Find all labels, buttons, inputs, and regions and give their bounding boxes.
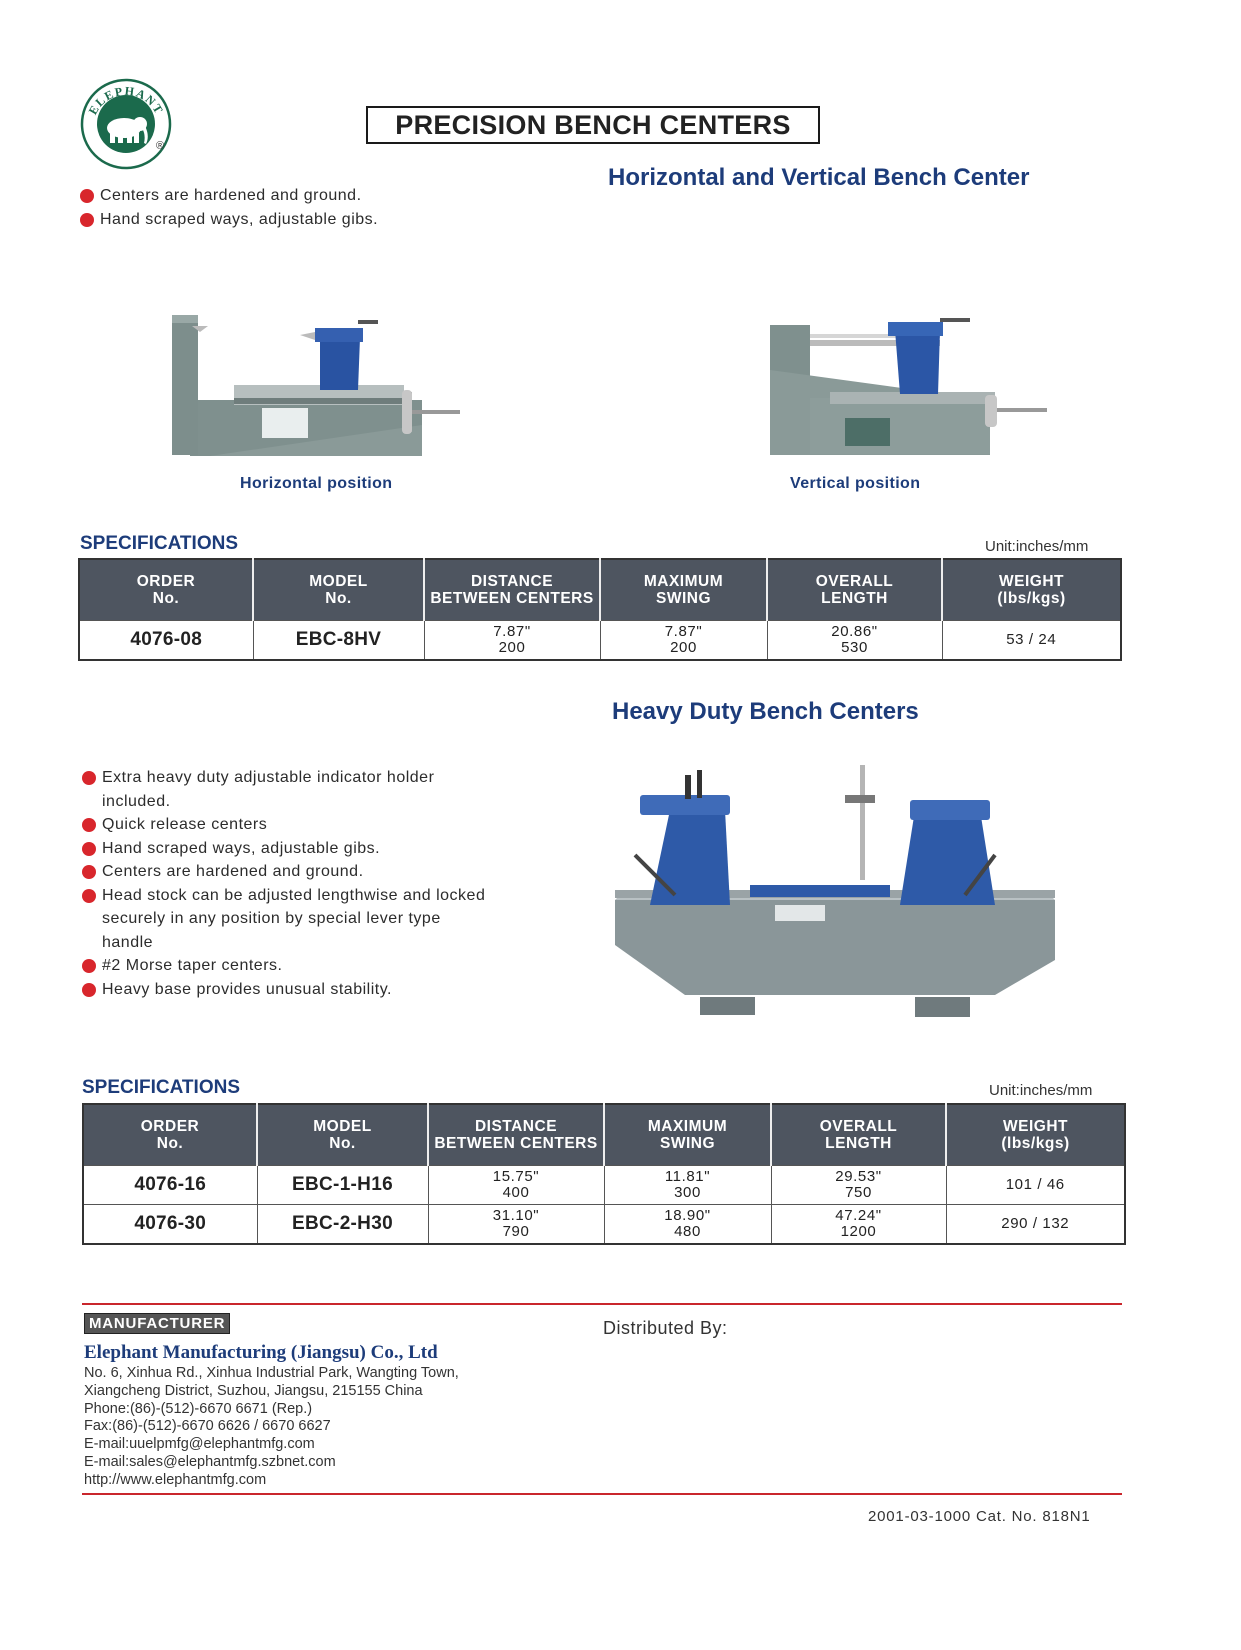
hv-specs-title: SPECIFICATIONS xyxy=(80,533,238,554)
footer-bottom-rule xyxy=(82,1493,1122,1495)
list-item: Quick release centers xyxy=(82,813,492,837)
distance: 15.75" 400 xyxy=(428,1166,604,1205)
weight: 53 / 24 xyxy=(942,621,1121,661)
list-item: Hand scraped ways, adjustable gibs. xyxy=(82,837,492,861)
swing: 18.90" 480 xyxy=(604,1205,771,1245)
list-item: Centers are hardened and ground. xyxy=(82,860,492,884)
fax-line: Fax:(86)-(512)-6670 6626 / 6670 6627 xyxy=(84,1418,331,1435)
list-item: #2 Morse taper centers. xyxy=(82,954,492,978)
email-line: E-mail:sales@elephantmfg.szbnet.com xyxy=(84,1453,336,1470)
table-row xyxy=(83,1166,1125,1205)
caption-vertical: Vertical position xyxy=(790,475,921,492)
col-order: ORDER No. xyxy=(83,1104,257,1166)
manufacturer-label: MANUFACTURER xyxy=(84,1313,230,1334)
phone-line: Phone:(86)-(512)-6670 6671 (Rep.) xyxy=(84,1400,313,1417)
hd-section-title: Heavy Duty Bench Centers xyxy=(612,698,919,725)
weight: 101 / 46 xyxy=(946,1166,1125,1205)
registered-mark: ® xyxy=(156,140,165,152)
table-header-row xyxy=(79,559,1121,621)
vertical-bench-center-image xyxy=(770,300,1080,470)
hd-spec-table xyxy=(82,1103,1126,1245)
swing: 11.81" 300 xyxy=(604,1166,771,1205)
model-no: EBC-2-H30 xyxy=(257,1205,428,1245)
company-name: Elephant Manufacturing (Jiangsu) Co., Ltd xyxy=(84,1342,438,1363)
col-weight: WEIGHT (lbs/kgs) xyxy=(942,559,1121,621)
hv-feature-list xyxy=(80,184,520,231)
page-title: PRECISION BENCH CENTERS xyxy=(366,106,820,144)
col-swing: MAXIMUM SWING xyxy=(604,1104,771,1166)
length: 29.53" 750 xyxy=(771,1166,946,1205)
hd-specs-title: SPECIFICATIONS xyxy=(82,1077,240,1098)
col-weight: WEIGHT (lbs/kgs) xyxy=(946,1104,1125,1166)
company-address xyxy=(84,1365,459,1490)
hv-section-title: Horizontal and Vertical Bench Center xyxy=(608,164,1030,191)
list-item: Centers are hardened and ground. xyxy=(80,184,520,208)
table-row xyxy=(83,1205,1125,1245)
address-line: No. 6, Xinhua Rd., Xinhua Industrial Park, Wangting Town, xyxy=(84,1365,459,1381)
order-no: 4076-16 xyxy=(83,1166,257,1205)
hd-feature-list xyxy=(82,766,492,1001)
weight: 290 / 132 xyxy=(946,1205,1125,1245)
col-length: OVERALL LENGTH xyxy=(771,1104,946,1166)
col-order: ORDER No. xyxy=(79,559,253,621)
distributed-by-label: Distributed By: xyxy=(603,1318,728,1338)
swing: 7.87" 200 xyxy=(600,621,767,661)
list-item: Extra heavy duty adjustable indicator holder included. xyxy=(82,766,492,813)
col-model: MODEL No. xyxy=(253,559,424,621)
col-model: MODEL No. xyxy=(257,1104,428,1166)
list-item: Hand scraped ways, adjustable gibs. xyxy=(80,208,520,232)
hv-unit-label: Unit:inches/mm xyxy=(985,538,1089,555)
table-header-row xyxy=(83,1104,1125,1166)
col-distance: DISTANCE BETWEEN CENTERS xyxy=(428,1104,604,1166)
svg-text:ELEPHANT: ELEPHANT xyxy=(85,83,167,117)
length: 20.86" 530 xyxy=(767,621,942,661)
hd-unit-label: Unit:inches/mm xyxy=(989,1082,1093,1099)
heavy-duty-bench-center-image xyxy=(615,765,1075,1045)
address-line: Xiangcheng District, Suzhou, Jiangsu, 215155 China xyxy=(84,1382,423,1399)
col-swing: MAXIMUM SWING xyxy=(600,559,767,621)
model-no: EBC-1-H16 xyxy=(257,1166,428,1205)
caption-horizontal: Horizontal position xyxy=(240,475,393,492)
hv-spec-table xyxy=(78,558,1122,661)
order-no: 4076-08 xyxy=(79,621,253,661)
elephant-logo xyxy=(80,78,172,170)
horizontal-bench-center-image xyxy=(170,310,480,470)
length: 47.24" 1200 xyxy=(771,1205,946,1245)
website-line: http://www.elephantmfg.com xyxy=(84,1471,267,1488)
footer-top-rule xyxy=(82,1303,1122,1305)
order-no: 4076-30 xyxy=(83,1205,257,1245)
email-line: E-mail:uuelpmfg@elephantmfg.com xyxy=(84,1436,315,1453)
col-distance: DISTANCE BETWEEN CENTERS xyxy=(424,559,600,621)
table-row xyxy=(79,621,1121,661)
list-item: Head stock can be adjusted lengthwise and locked securely in any position by special lever type handle xyxy=(82,884,492,955)
model-no: EBC-8HV xyxy=(253,621,424,661)
col-length: OVERALL LENGTH xyxy=(767,559,942,621)
list-item: Heavy base provides unusual stability. xyxy=(82,978,492,1002)
distance: 31.10" 790 xyxy=(428,1205,604,1245)
catalog-number: 2001-03-1000 Cat. No. 818N1 xyxy=(868,1508,1091,1525)
distance: 7.87" 200 xyxy=(424,621,600,661)
